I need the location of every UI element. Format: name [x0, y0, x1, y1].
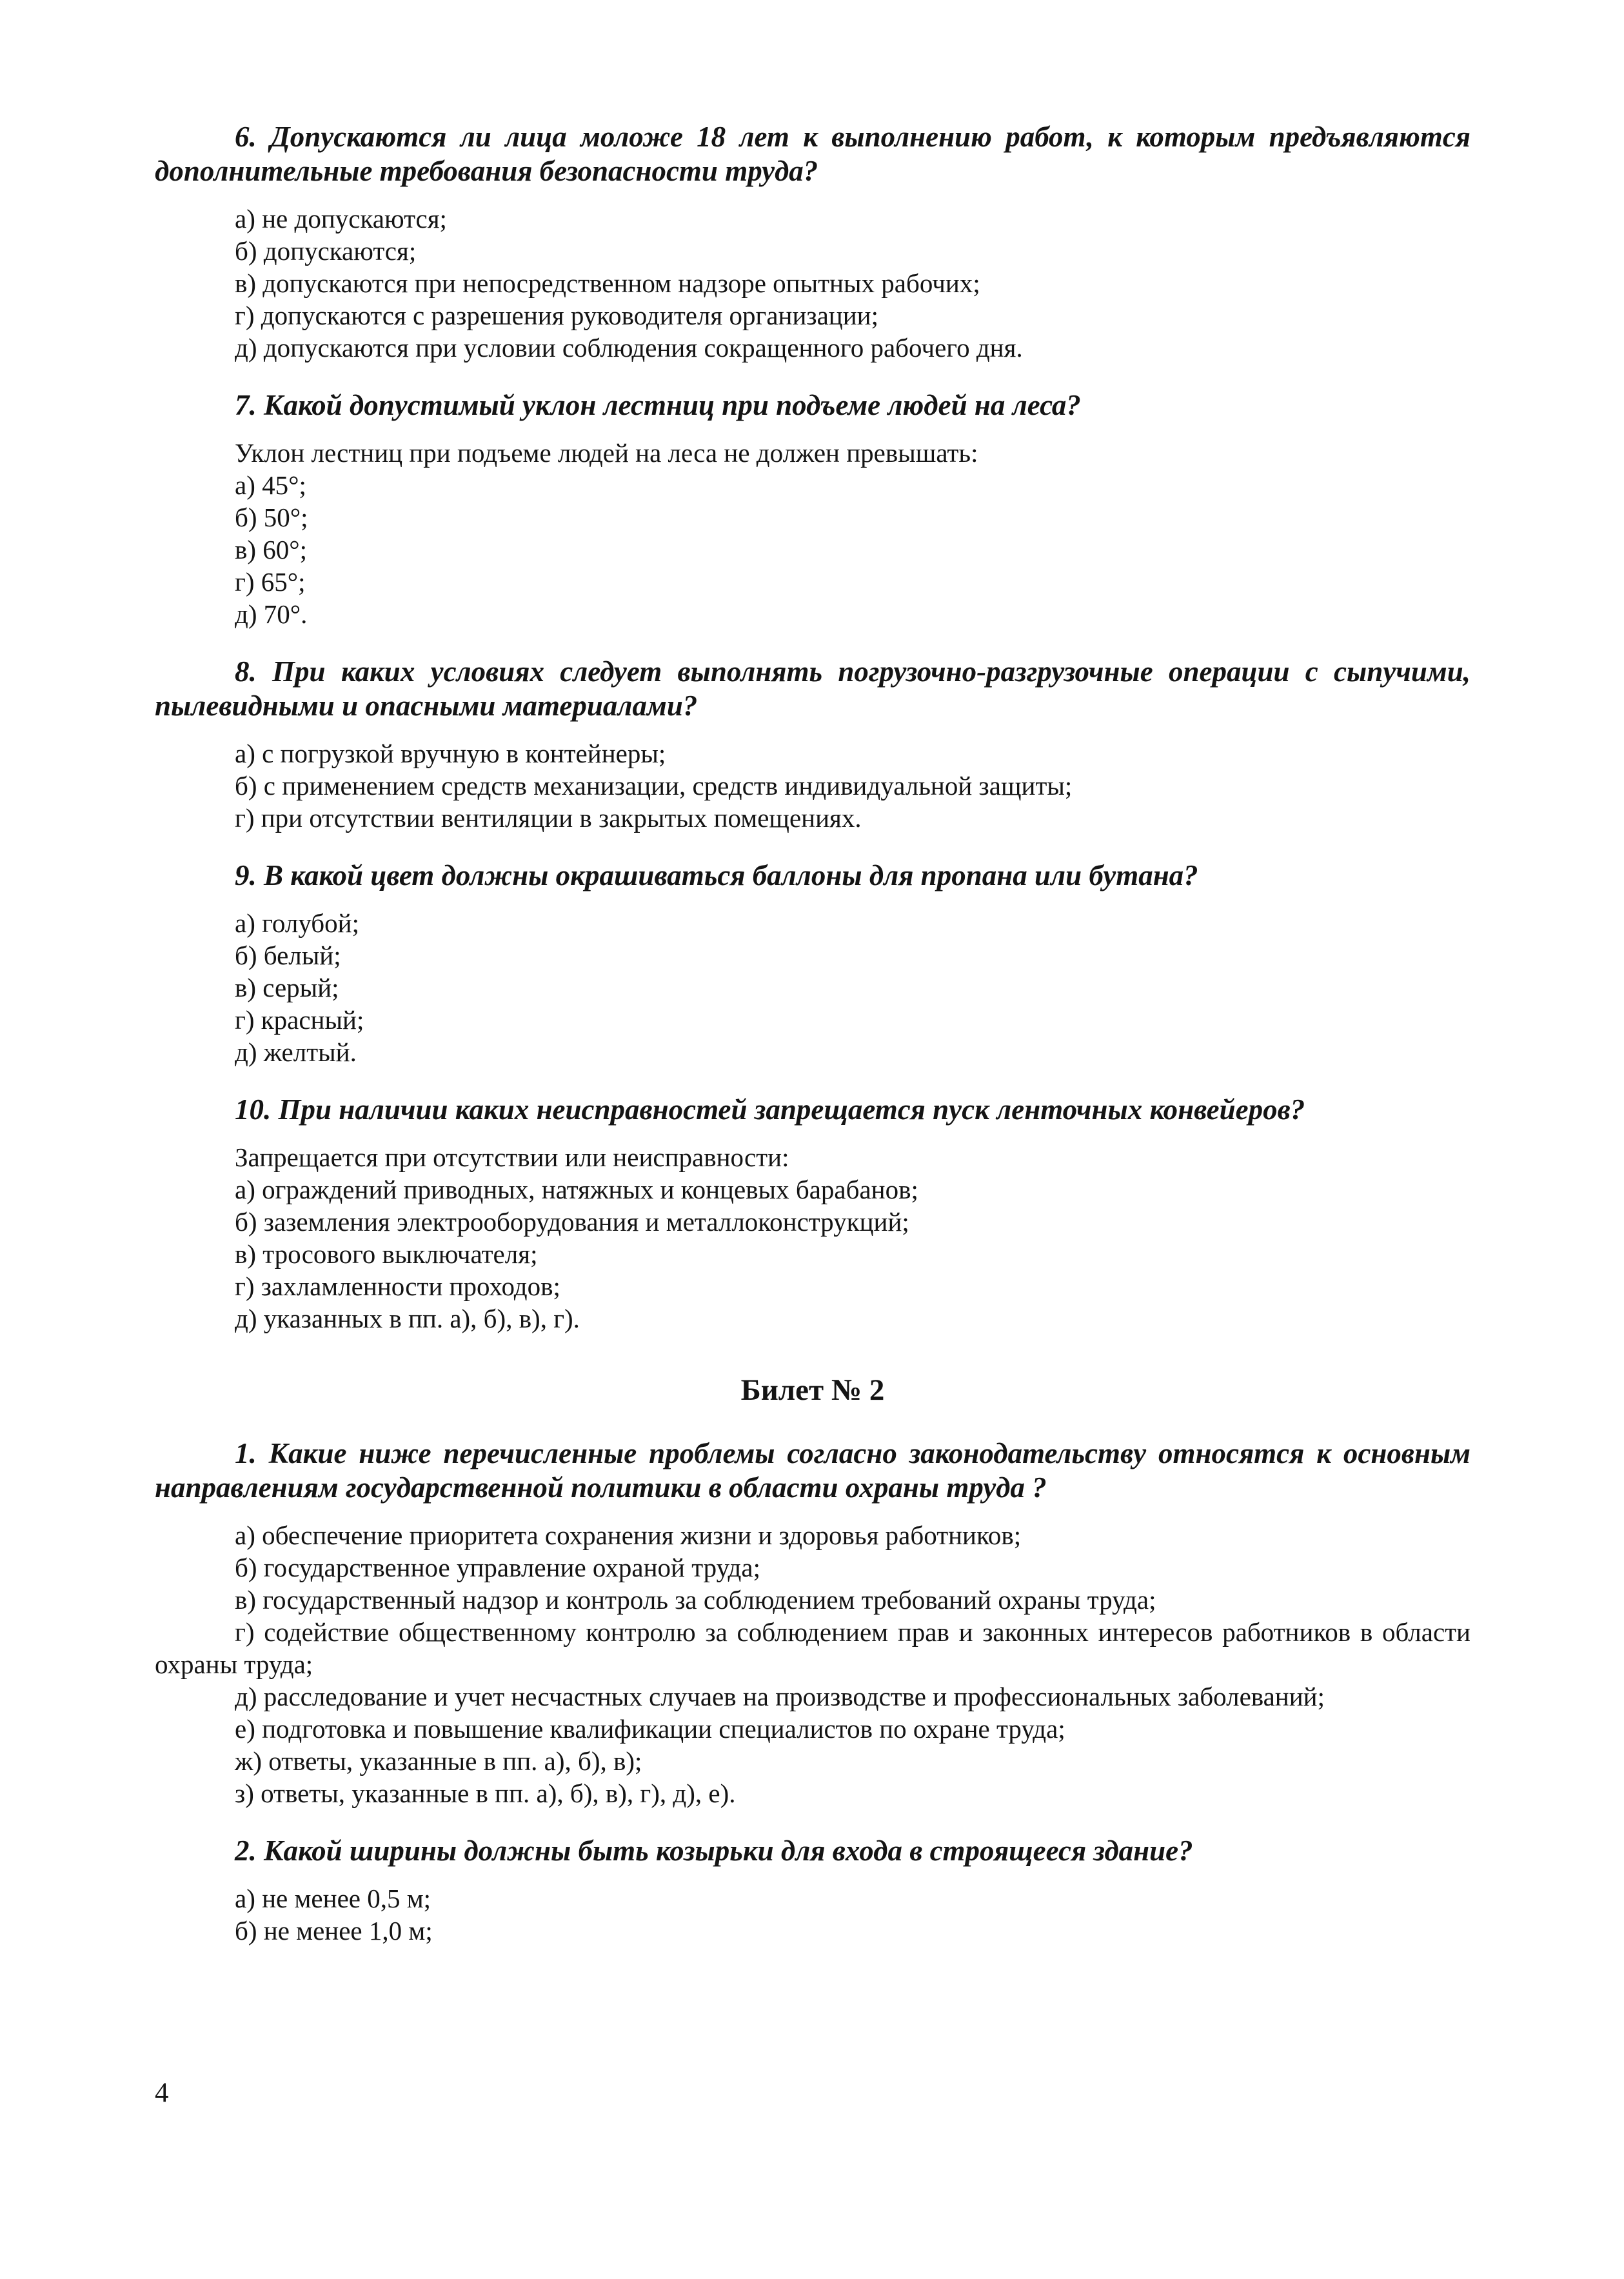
answer-line: в) 60°;	[235, 535, 308, 564]
answer-line: в) государственный надзор и контроль за соблюдением требований охраны труда;	[235, 1585, 1156, 1615]
answer-line: д) расследование и учет несчастных случаев на производстве и профессиональных заболеваний;	[235, 1682, 1325, 1711]
ticket-answers-1	[155, 1519, 1471, 1809]
answer-line: б) с применением средств механизации, средств индивидуальной защиты;	[235, 771, 1073, 801]
answer-line: б) 50°;	[235, 503, 308, 532]
question-7: 7. Какой допустимый уклон лестниц при подъеме людей на леса?	[235, 389, 1081, 421]
answers-10	[155, 1141, 1471, 1335]
answer-line: г) содействие общественному контролю за соблюдением прав и законных интересов работников в области охраны труда;	[155, 1617, 1471, 1679]
answer-intro: Уклон лестниц при подъеме людей на леса не должен превышать:	[235, 438, 978, 468]
answers-8	[155, 737, 1471, 834]
answer-line: е) подготовка и повышение квалификации специалистов по охране труда;	[235, 1714, 1065, 1744]
question-9: 9. В какой цвет должны окрашиваться баллоны для пропана или бутана?	[235, 859, 1198, 891]
answer-line: д) желтый.	[235, 1037, 357, 1067]
answer-line: б) государственное управление охраной труда;	[235, 1553, 760, 1582]
answer-line: г) красный;	[235, 1005, 364, 1035]
document-page	[155, 120, 1471, 1947]
answers-9	[155, 907, 1471, 1068]
answer-line: а) с погрузкой вручную в контейнеры;	[235, 739, 666, 768]
answer-line: а) обеспечение приоритета сохранения жизни и здоровья работников;	[235, 1520, 1022, 1550]
answer-line: а) не допускаются;	[235, 204, 447, 234]
answer-line: б) белый;	[235, 940, 341, 970]
answer-line: д) 70°.	[235, 599, 308, 629]
answer-line: д) допускаются при условии соблюдения сокращенного рабочего дня.	[235, 333, 1023, 363]
answer-line: а) голубой;	[235, 908, 359, 938]
answer-line: г) допускаются с разрешения руководителя организации;	[235, 301, 879, 330]
ticket-answers-2	[155, 1882, 1471, 1947]
ticket-question-2: 2. Какой ширины должны быть козырьки для входа в строящееся здание?	[235, 1835, 1193, 1867]
answer-intro: Запрещается при отсутствии или неисправности:	[235, 1142, 789, 1172]
answer-line: в) серый;	[235, 973, 339, 1002]
answer-line: д) указанных в пп. а), б), в), г).	[235, 1304, 580, 1333]
answer-line: а) 45°;	[235, 470, 306, 500]
question-6: 6. Допускаются ли лица моложе 18 лет к выполнению работ, к которым предъявляются дополнительные требования безопасности труда?	[155, 121, 1471, 187]
ticket-heading: Билет № 2	[740, 1373, 885, 1407]
answer-line: ж) ответы, указанные в пп. а), б), в);	[235, 1746, 642, 1776]
answer-line: з) ответы, указанные в пп. а), б), в), г), д), е).	[235, 1778, 736, 1808]
answer-line: г) 65°;	[235, 567, 306, 597]
answer-line: а) ограждений приводных, натяжных и концевых барабанов;	[235, 1175, 918, 1204]
answer-line: а) не менее 0,5 м;	[235, 1884, 431, 1913]
ticket-question-1: 1. Какие ниже перечисленные проблемы согласно законодательству относятся к основным направлениям государственной политики в области охраны труда ?	[155, 1437, 1471, 1504]
answers-7	[155, 437, 1471, 630]
page-number: 4	[155, 2078, 169, 2108]
answer-line: г) при отсутствии вентиляции в закрытых помещениях.	[235, 803, 862, 833]
answer-line: в) допускаются при непосредственном надзоре опытных рабочих;	[235, 268, 980, 298]
answer-line: б) допускаются;	[235, 236, 417, 266]
answer-line: в) тросового выключателя;	[235, 1239, 538, 1269]
question-10: 10. При наличии каких неисправностей запрещается пуск ленточных конвейеров?	[235, 1093, 1305, 1126]
answers-6	[155, 203, 1471, 364]
answer-line: б) не менее 1,0 м;	[235, 1916, 433, 1946]
question-8: 8. При каких условиях следует выполнять погрузочно-разгрузочные операции с сыпучими, пылевидными и опасными материалами?	[155, 655, 1471, 722]
answer-line: г) захламленности проходов;	[235, 1271, 560, 1301]
answer-line: б) заземления электрооборудования и металлоконструкций;	[235, 1207, 909, 1237]
